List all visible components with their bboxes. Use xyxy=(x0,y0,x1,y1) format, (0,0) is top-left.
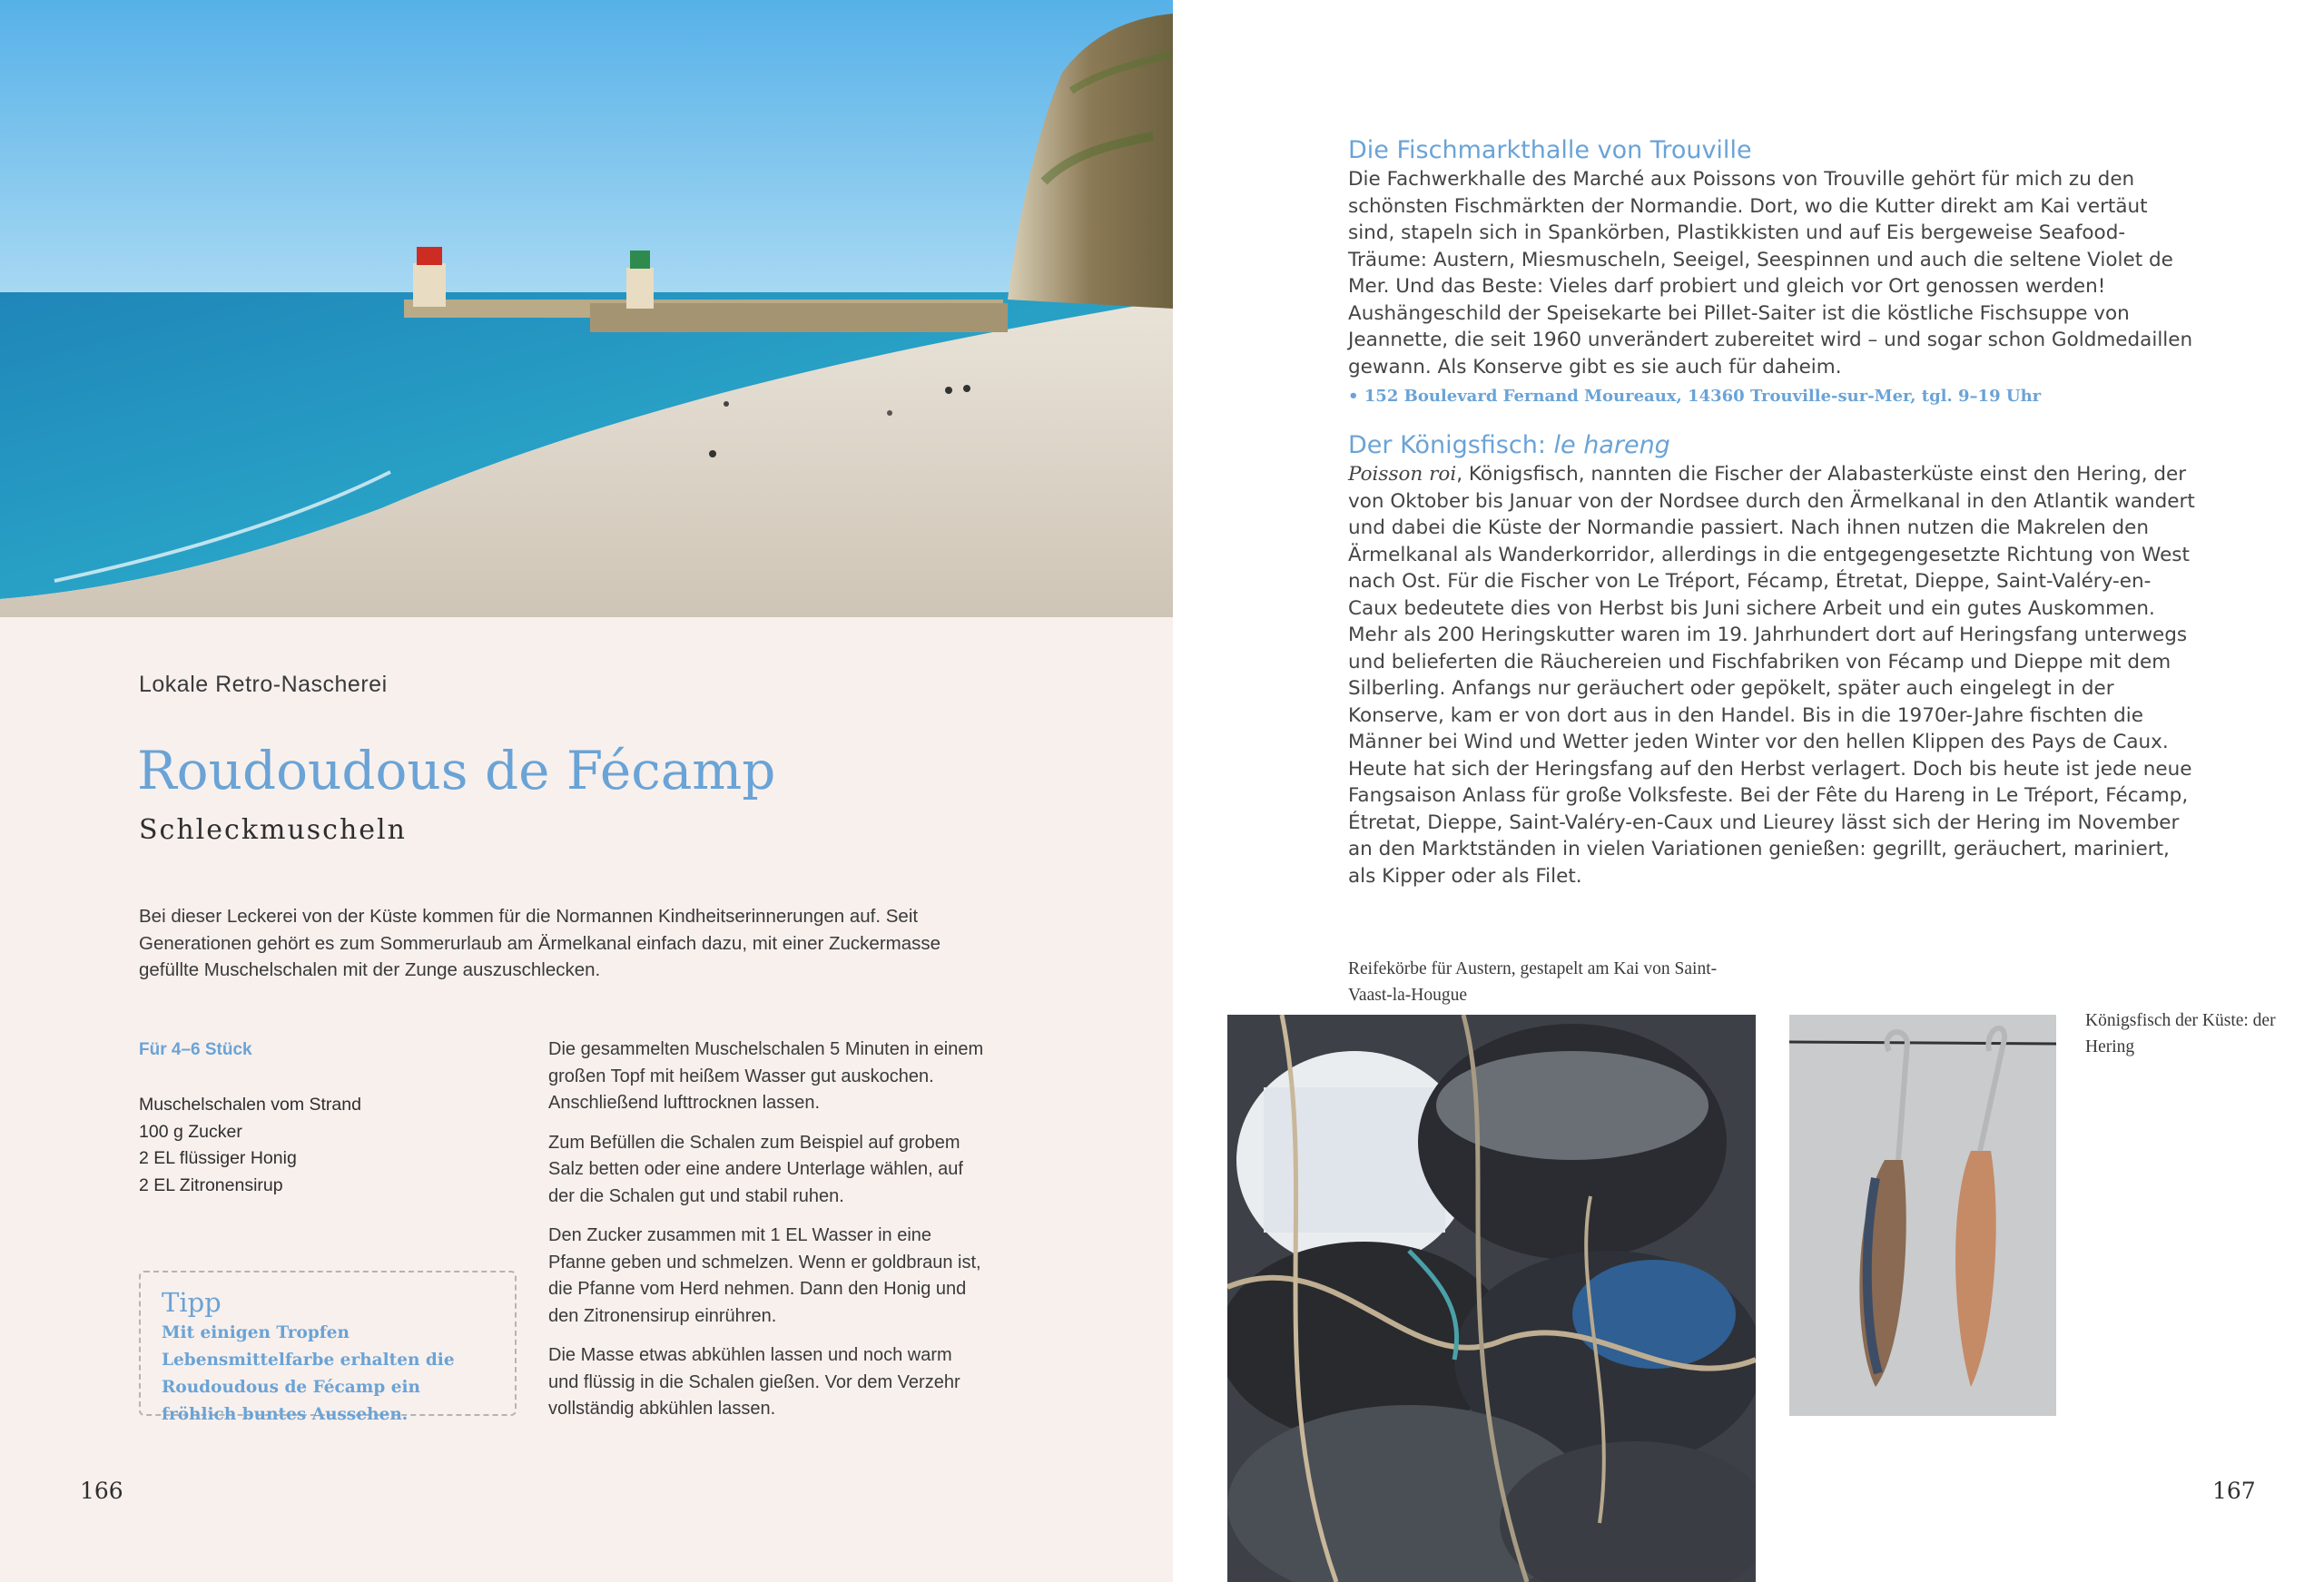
step-paragraph: Die Masse etwas abkühlen lassen und noch warm und flüssig in die Schalen gießen. Vor dem Verzehr vollständig abkühlen lassen. xyxy=(548,1345,960,1419)
herring-photo xyxy=(1789,1015,2056,1416)
serving-size: Für 4–6 Stück xyxy=(139,1040,252,1059)
caption-herring: Königsfisch der Küste: der Hering xyxy=(2085,1011,2276,1056)
tip-text: Mit einigen Tropfen Lebensmittelfarbe erhalten die Roudoudous de Fécamp ein fröhlich buntes Aussehen. xyxy=(162,1323,455,1424)
tip-title: Tipp xyxy=(162,1287,222,1318)
beach-lighthouse-photo xyxy=(0,0,1173,617)
page-number-right: 167 xyxy=(2212,1478,2256,1504)
ingredient-item: 100 g Zucker xyxy=(139,1121,242,1142)
ingredient-item: 2 EL flüssiger Honig xyxy=(139,1148,297,1168)
recipe-kicker: Lokale Retro-Nascherei xyxy=(139,672,388,697)
step-paragraph: Die gesammelten Muschelschalen 5 Minuten in einem großen Topf mit heißem Wasser gut auskochen. Anschließend lufttrocknen lassen. xyxy=(548,1039,984,1113)
tip-box xyxy=(139,1271,517,1424)
heading-italic: le hareng xyxy=(1553,431,1670,459)
ingredient-item: Muschelschalen vom Strand xyxy=(139,1095,361,1115)
body-italic-start: Poisson roi xyxy=(1348,463,1457,486)
section-heading-fish-market: Die Fischmarkthalle von Trouville xyxy=(1348,136,1752,164)
caption-oyster-baskets: Reifekörbe für Austern, gestapelt am Kai von Saint-Vaast-la-Hougue xyxy=(1348,959,1718,1005)
ingredient-item: 2 EL Zitronensirup xyxy=(139,1174,283,1195)
section-body-fish-market: Die Fachwerkhalle des Marché aux Poissons von Trouville gehört für mich zu den schönsten Fischmärkten der Normandie. Dort, wo die Kutter direkt am Kai vertäut sind, stapeln sich in Spankörben, Plastikkisten und auf Eis bergeweise Seafood-Träume: Austern, Miesmuscheln, Seeigel, Seespinnen und auch die seltene Violet de Mer. Und das Beste: Vieles darf probiert und gleich vor Ort genossen werden! Aushängeschild der Speisekarte bei Pillet-Saiter ist die köstliche Fischsuppe von Jeannette, die seit 1960 unverändert zubereitet wird – und sogar schon Goldmedaillen gewann. Als Konserve gibt es sie auch für daheim. xyxy=(1348,168,2193,378)
oyster-baskets-photo xyxy=(1227,1015,1756,1582)
ingredient-list xyxy=(139,1092,361,1199)
step-paragraph: Zum Befüllen die Schalen zum Beispiel auf grobem Salz betten oder eine andere Unterlage wählen, auf der die Schalen gut und stabil ruhen. xyxy=(548,1132,963,1206)
body-rest: , Königsfisch, nannten die Fischer der Alabasterküste einst den Hering, der von Oktober bis Januar von der Nordsee durch den Ärmelkanal in den Atlantik wandert und dabei die Küste der Normandie passiert. Nach ihnen nutzen die Makrelen den Ärmelkanal als Wanderkorridor, allerdings in die entgegengesetzte Richtung von West nach Ost. Für die Fischer von Le Tréport, Fécamp, Étretat, Dieppe, Saint-Valéry-en-Caux bedeutete dies von Herbst bis Juni sichere Arbeit und ein gutes Auskommen. Mehr als 200 Heringskutter waren im 19. Jahrhundert dort auf Heringsfang unterwegs und belieferten die Räuchereien und Fischfabriken von Fécamp und Dieppe mit dem Silberling. Anfangs nur geräuchert oder gepökelt, später auch eingelegt in der Konserve, kam er von dort aus in den Handel. Bis in die 1970er-Jahre fischten die Männer bei Wind und Wetter jeden Winter vor den hellen Klippen des Pays de Caux. Heute hat sich der Heringsfang auf den Herbst verlagert. Doch bis heute ist jede neue Fangsaison Anlass für große Volksfeste. Bei der Fête du Hareng in Le Tréport, Fécamp, Étretat, Dieppe, Saint-Valéry-en-Caux und Lieurey lässt sich der Hering im November an den Marktständen in vielen Variationen genießen: gegrillt, geräuchert, mariniert, als Kipper oder als Filet. xyxy=(1348,463,2195,888)
page-number-left: 166 xyxy=(80,1478,123,1504)
fish-market-address: • 152 Boulevard Fernand Moureaux, 14360 Trouville-sur-Mer, tgl. 9–19 Uhr xyxy=(1348,387,2042,406)
recipe-subtitle: Schleckmuscheln xyxy=(139,814,407,846)
preparation-steps xyxy=(548,1037,984,1436)
section-body-herring xyxy=(1348,461,2197,889)
section-heading-herring xyxy=(1348,431,1670,459)
heading-prefix: Der Königsfisch: xyxy=(1348,431,1554,459)
recipe-intro: Bei dieser Leckerei von der Küste kommen für die Normannen Kindheitserinnerungen auf. Seit Generationen gehört es zum Sommerurlaub am Ärmelkanal einfach dazu, mit einer Zuckermasse gefüllte Muschelschalen mit der Zunge auszuschlecken. xyxy=(139,906,941,980)
recipe-title: Roudoudous de Fécamp xyxy=(137,740,776,801)
step-paragraph: Den Zucker zusammen mit 1 EL Wasser in eine Pfanne geben und schmelzen. Wenn er goldbraun ist, die Pfanne vom Herd nehmen. Dann den Honig und den Zitronensirup einrühren. xyxy=(548,1225,981,1326)
